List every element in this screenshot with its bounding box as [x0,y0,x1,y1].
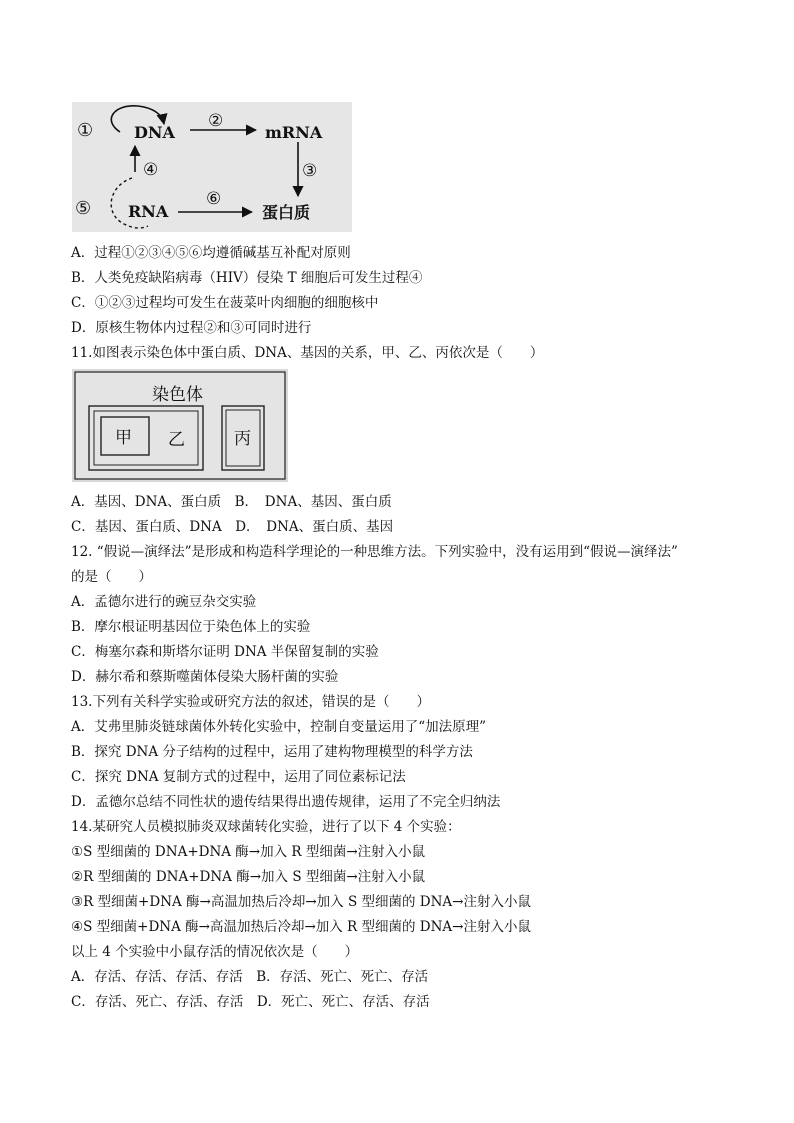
q13-option-d: D．孟德尔总结不同性状的遗传结果得出遗传规律，运用了不完全归纳法 [71,794,501,810]
label-p5: ⑤ [75,198,92,219]
label-yi: 乙 [168,430,185,450]
q12-stem-line1: 12. “假说—演绎法”是形成和构造科学理论的一种思维方法。下列实验中，没有运用到“假说—演绎法” [71,544,678,560]
q11-options-ab: A．基因、DNA、蛋白质 B． DNA、基因、蛋白质 [71,494,392,510]
label-protein: 蛋白质 [262,203,311,222]
central-dogma-figure [72,102,352,232]
q14-question: 以上 4 个实验中小鼠存活的情况依次是（ ） [71,944,359,960]
label-mrna: mRNA [265,123,323,142]
q11-options-cd: C．基因、蛋白质、DNA D． DNA、蛋白质、基因 [71,519,394,535]
label-rna: RNA [128,202,169,221]
q14-experiment-1: ①S 型细菌的 DNA+DNA 酶→加入 R 型细菌→注射入小鼠 [71,844,426,860]
chromosome-diagram [72,369,288,482]
q12-option-c: C．梅塞尔森和斯塔尔证明 DNA 半保留复制的实验 [71,644,379,660]
label-p3: ③ [302,161,318,181]
q10-option-b: B．人类免疫缺陷病毒（HIV）侵染 T 细胞后可发生过程④ [71,270,423,286]
label-p2: ② [208,111,224,131]
q13-stem: 13.下列有关科学实验或研究方法的叙述，错误的是（ ） [71,694,430,710]
q10-option-c: C．①②③过程均可发生在菠菜叶肉细胞的细胞核中 [71,295,379,311]
q10-option-d: D．原核生物体内过程②和③可同时进行 [71,320,312,336]
chromosome-figure [72,369,288,482]
q12-option-a: A．孟德尔进行的豌豆杂交实验 [71,594,257,610]
label-chromosome: 染色体 [152,385,203,405]
q14-stem: 14.某研究人员模拟肺炎双球菌转化实验，进行了以下 4 个实验： [71,819,461,835]
q10-option-a: A．过程①②③④⑤⑥均遵循碱基互补配对原则 [71,245,351,261]
q13-option-c: C．探究 DNA 复制方式的过程中，运用了同位素标记法 [71,769,406,785]
q13-option-b: B．探究 DNA 分子结构的过程中，运用了建构物理模型的科学方法 [71,744,473,760]
q11-stem: 11.如图表示染色体中蛋白质、DNA、基因的关系，甲、乙、丙依次是（ ） [71,345,544,361]
label-p6: ⑥ [206,189,222,209]
q12-option-b: B．摩尔根证明基因位于染色体上的实验 [71,619,311,635]
q14-experiment-2: ②R 型细菌的 DNA+DNA 酶→加入 S 型细菌→注射入小鼠 [71,869,426,885]
label-jia: 甲 [115,428,132,448]
q14-experiment-4: ④S 型细菌+DNA 酶→高温加热后冷却→加入 R 型细菌的 DNA→注射入小鼠 [71,919,531,935]
q14-options-cd: C．存活、死亡、存活、存活 D．死亡、死亡、存活、存活 [71,994,430,1010]
label-p1: ① [77,120,94,141]
q13-option-a: A．艾弗里肺炎链球菌体外转化实验中，控制自变量运用了“加法原理” [71,719,487,735]
label-p4: ④ [143,160,159,180]
q12-option-d: D．赫尔希和蔡斯噬菌体侵染大肠杆菌的实验 [71,669,339,685]
label-bing: 丙 [234,429,251,449]
label-dna: DNA [134,123,175,142]
q14-experiment-3: ③R 型细菌+DNA 酶→高温加热后冷却→加入 S 型细菌的 DNA→注射入小鼠 [71,894,531,910]
q14-options-ab: A．存活、存活、存活、存活 B．存活、死亡、死亡、存活 [71,969,429,985]
central-dogma-diagram [72,102,352,232]
q12-stem-line2: 的是（ ） [71,569,152,585]
